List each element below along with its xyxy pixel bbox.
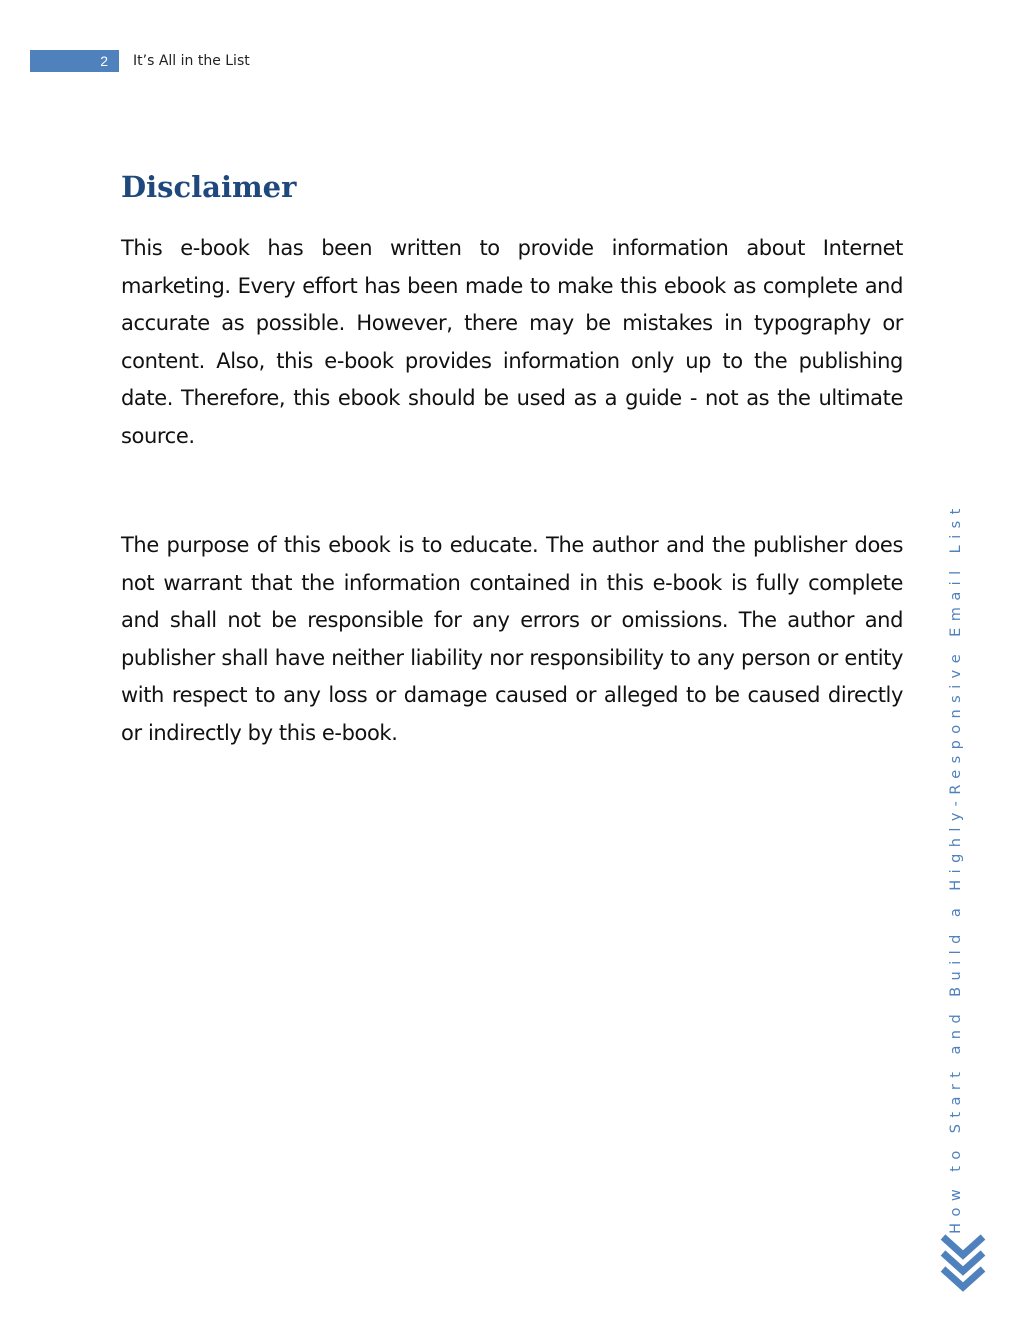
running-header-title: It’s All in the List xyxy=(133,53,250,69)
page-header xyxy=(30,50,250,72)
side-book-title: How to Start and Build a Highly-Responsive Email List xyxy=(948,502,964,1234)
disclaimer-paragraph-2: The purpose of this ebook is to educate. The author and the publisher does not warrant that the information contained in this e-book is fully complete and shall not be responsible for any errors or omissions. The author and publisher shall have neither liability nor responsibility to any person or entity with respect to any loss or damage caused or alleged to be caused directly or indirectly by this e-book. xyxy=(121,533,903,745)
page-number: 2 xyxy=(30,50,119,72)
chevron-double-down-icon xyxy=(940,1233,986,1295)
disclaimer-paragraph-1: This e-book has been written to provide information about Internet marketing. Every effort has been made to make this ebook as complete and accurate as possible. However, there may be mistakes in typography or content. Also, this e-book provides information only up to the publishing date. Therefore, this ebook should be used as a guide - not as the ultimate source. xyxy=(121,236,903,448)
page-title: Disclaimer xyxy=(121,170,297,204)
